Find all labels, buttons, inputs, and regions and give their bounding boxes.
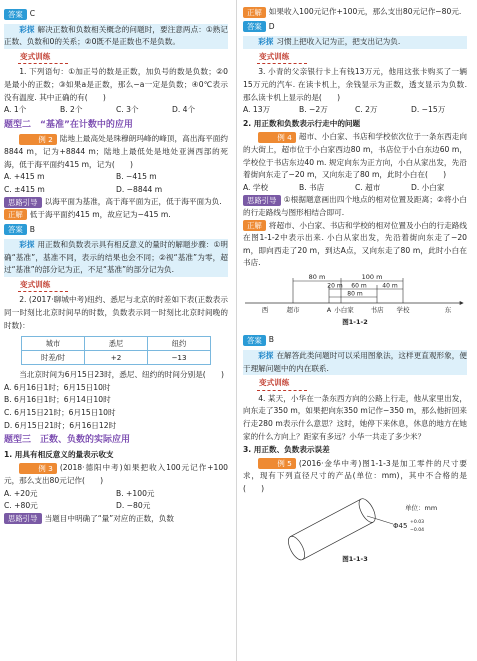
- fig-label: 小白家: [334, 305, 354, 314]
- example-3-options: [4, 488, 228, 513]
- fig-label: 20 m: [327, 282, 343, 290]
- option: C. ±415 m: [4, 184, 45, 194]
- example-2: 例 2 陆地上最高处是珠穆朗玛峰的峰顶，高出海平面约8844 m，记为+8844 m；陆地上最低处是地处亚洲西部的死海，低于海平面约415 m，记为( ): [4, 134, 228, 169]
- option: D. −8844 m: [116, 184, 163, 194]
- table-cell: +2: [85, 351, 148, 365]
- practice-banner: 变式训练: [257, 51, 307, 65]
- table-header-cell: 纽约: [148, 337, 211, 351]
- subheading-3: 3. 用正数、负数表示误差: [243, 445, 330, 455]
- solution-tag: 正解: [4, 209, 27, 220]
- option: A. 13万: [243, 105, 271, 115]
- question-1: 1. 下列语句：①加正号的数是正数，加负号的数是负数；②0是最小的正数；③如果a是正数，那么−a一定是负数；④0℃表示没有温度. 其中正确的有( ): [4, 67, 228, 102]
- cylinder-part-diagram: [243, 498, 467, 564]
- option: A. +20元: [4, 488, 38, 498]
- table-header-cell: 城市: [22, 337, 85, 351]
- option: D. −15万: [411, 105, 446, 115]
- fig-unit: 单位：mm: [405, 503, 438, 512]
- practice-banner: 变式训练: [257, 377, 307, 391]
- fig-label: 60 m: [351, 282, 367, 290]
- example-4: 例 4 超市、小白家、书店和学校依次位于一条东西走向的大街上，超市位于小白家西边80 m，书店位于小白东边60 m，学校位于书店东边40 m. 规定向东为正方向，小白从家出发，先沿着街向东走了−20 m，又向东走了80 m，此时小白在( ): [243, 132, 467, 180]
- option: A. +415 m: [4, 172, 45, 182]
- example-3: 例 3 (2018·德阳中考)如果把收入100元记作+100元，那么支出80元记作( ): [4, 463, 228, 485]
- practice-banner: 变式训练: [18, 279, 68, 293]
- figure-1-1-2: [243, 272, 467, 333]
- fig-label: 100 m: [361, 272, 383, 281]
- question-4: 4. 某天，小华在一条东西方向的公路上行走，他从家里出发，向东走了350 m，如果把向东350 m记作−350 m，那么他折回来行走280 m表示什么意思？这时，她停下来休息，休息的地方在她家的什么方向上？距家有多远？小华一共走了多少米？: [243, 393, 467, 441]
- answer-line-1: [4, 8, 228, 21]
- answer-line-4: 答案 B: [243, 334, 467, 347]
- example-2-options: [4, 171, 228, 196]
- solution-tag: 正解: [243, 7, 266, 18]
- section-heading-type3: 题型三 正数、负数的实际应用: [4, 435, 131, 446]
- idea-block-2: 思路引导 以海平面为基准，高于海平面为正，低于海平面为负.: [4, 196, 228, 209]
- solution-block-4: 正解 将超市、小白家、书店和学校的相对位置及小白的行走路线在图1-1-2中表示出来. 小白从家出发，先沿着街向东走了−20 m，即向西走了20 m，到达A点，又向东走了80 m，此时小白在书店.: [243, 220, 467, 268]
- hint-block-3: 彩探 习惯上把收入记为正，把支出记为负.: [243, 36, 467, 49]
- fig-label: 东: [444, 305, 452, 314]
- idea-block-4: 思路引导 ①根据题意画出四个地点的相对位置及距离；②将小白的行走路线与图形相结合即可.: [243, 195, 467, 217]
- table-cell: 时差/时: [22, 351, 85, 365]
- fig-tolerance-down: −0.04: [410, 527, 425, 533]
- example-tag: 例 3: [19, 463, 57, 474]
- fig-dimension: Φ45: [393, 521, 408, 530]
- hint-block-4: 彩探 在解答此类问题时可以采用图象法，这样更直观形象，便于理解问题中的内在联系.: [243, 350, 467, 375]
- option: B. 6月16日1时；6月14日10时: [4, 395, 111, 405]
- fig-label: 书店: [370, 305, 384, 314]
- figure-caption: 图1-1-2: [342, 317, 368, 326]
- question-2-continued: 当北京时间为6月15日23时，悉尼、纽约的时间分别是( ): [19, 370, 224, 380]
- idea-tag: 思路引导: [243, 195, 281, 206]
- option: B. −415 m: [116, 172, 157, 182]
- figure-1-1-3: [243, 498, 467, 569]
- timezone-table: [21, 336, 211, 365]
- right-column: [243, 6, 467, 570]
- fig-tolerance-up: +0.03: [410, 519, 425, 525]
- question-3: 3. 小青的父亲银行卡上有钱13万元，他用这张卡购买了一辆15万元的汽车. 在读卡机上，余钱显示为正数，透支显示为负数. 那么读卡机上显示的是( ): [243, 67, 467, 102]
- question-2: 2. (2017·聊城中考)纽约、悉尼与北京的时差如下表(正数表示同一时刻比北京时间早的时数，负数表示同一时刻比北京时间晚的时数)：: [4, 295, 228, 330]
- hint-block-2: 彩探 用正数和负数表示具有相反意义的量时的解题步骤：①明确“基准”，基准不同，表示的结果也会不同；②视“基准”为零，超过“基准”的部分记为正，不足“基准”的部分记为负.: [4, 239, 228, 277]
- fig-label: 西: [261, 305, 269, 314]
- practice-banner: 变式训练: [18, 51, 68, 65]
- hint-text: 解决正数和负数相关概念的问题时，要注意两点：①熟记正数、负数和0的关系；②0既不是正数也不是负数。: [4, 24, 228, 47]
- answer-value: C: [29, 9, 36, 18]
- option: D. 小白家: [411, 182, 445, 192]
- figure-caption: 图1-1-3: [342, 554, 368, 563]
- answer-line-2: 答案 B: [4, 224, 228, 237]
- option: B. +100元: [116, 488, 155, 498]
- fig-label: 学校: [396, 305, 410, 314]
- fig-label: 40 m: [382, 282, 398, 290]
- option: A. 学校: [243, 182, 269, 192]
- fig-label: 80 m: [308, 272, 326, 281]
- question-3-options: [243, 104, 467, 117]
- fig-label: A: [326, 305, 332, 314]
- hint-tag: 彩探: [19, 24, 35, 34]
- option: C. 3个: [116, 105, 139, 115]
- option: B. −2万: [299, 105, 328, 115]
- option: B. 2个: [60, 105, 83, 115]
- subheading-1: 1. 用具有相反意义的量表示收支: [4, 449, 114, 459]
- option: D. 6月15日21时；6月16日12时: [4, 420, 117, 430]
- fig-label: 80 m: [347, 290, 363, 298]
- section-heading-type2: 题型二 “基准”在计数中的应用: [4, 119, 133, 130]
- option: A. 6月16日1时；6月15日10时: [4, 382, 111, 392]
- option: C. 超市: [355, 182, 381, 192]
- example-tag: 例 4: [258, 132, 296, 143]
- idea-tag: 思路引导: [4, 197, 42, 208]
- option: C. 6月15日21时；6月15日10时: [4, 408, 116, 418]
- example-4-options: [243, 182, 467, 195]
- idea-block-3: 思路引导 当题目中明确了“量”对应的正数，负数: [4, 513, 228, 526]
- table-header-cell: 悉尼: [85, 337, 148, 351]
- column-divider: [236, 0, 237, 661]
- question-1-options: [4, 104, 228, 117]
- option: B. 书店: [299, 182, 325, 192]
- example-tag: 例 2: [19, 134, 57, 145]
- left-column: [4, 6, 228, 525]
- solution-block-2: 正解 低于海平面约415 m，故应记为−415 m.: [4, 209, 228, 222]
- fig-label: 超市: [286, 305, 300, 314]
- example-5: 例 5 (2016·金华中考)图1-1-3是加工零件的尺寸要求，现有下列直径尺寸的产品(单位：mm)，其中不合格的是( ): [243, 458, 467, 493]
- idea-tag: 思路引导: [4, 513, 42, 524]
- hint-block-1: [4, 24, 228, 49]
- example-tag: 例 5: [258, 458, 296, 469]
- answer-tag: 答案: [4, 9, 27, 20]
- subheading-2: 2. 用正数和负数表示行走中的问题: [243, 118, 361, 128]
- table-cell: −13: [148, 351, 211, 365]
- option: C. 2万: [355, 105, 378, 115]
- answer-line-3: 答案 D: [243, 21, 467, 34]
- option: D. −80元: [116, 501, 151, 511]
- option: C. +80元: [4, 501, 38, 511]
- option: D. 4个: [172, 105, 196, 115]
- solution-block-3: 正解 如果收入100元记作+100元，那么支出80元记作−80元.: [243, 6, 467, 19]
- option: A. 1个: [4, 105, 27, 115]
- cylinder-shape: [285, 498, 378, 562]
- solution-tag: 正解: [243, 220, 266, 231]
- number-line-diagram: [243, 272, 467, 328]
